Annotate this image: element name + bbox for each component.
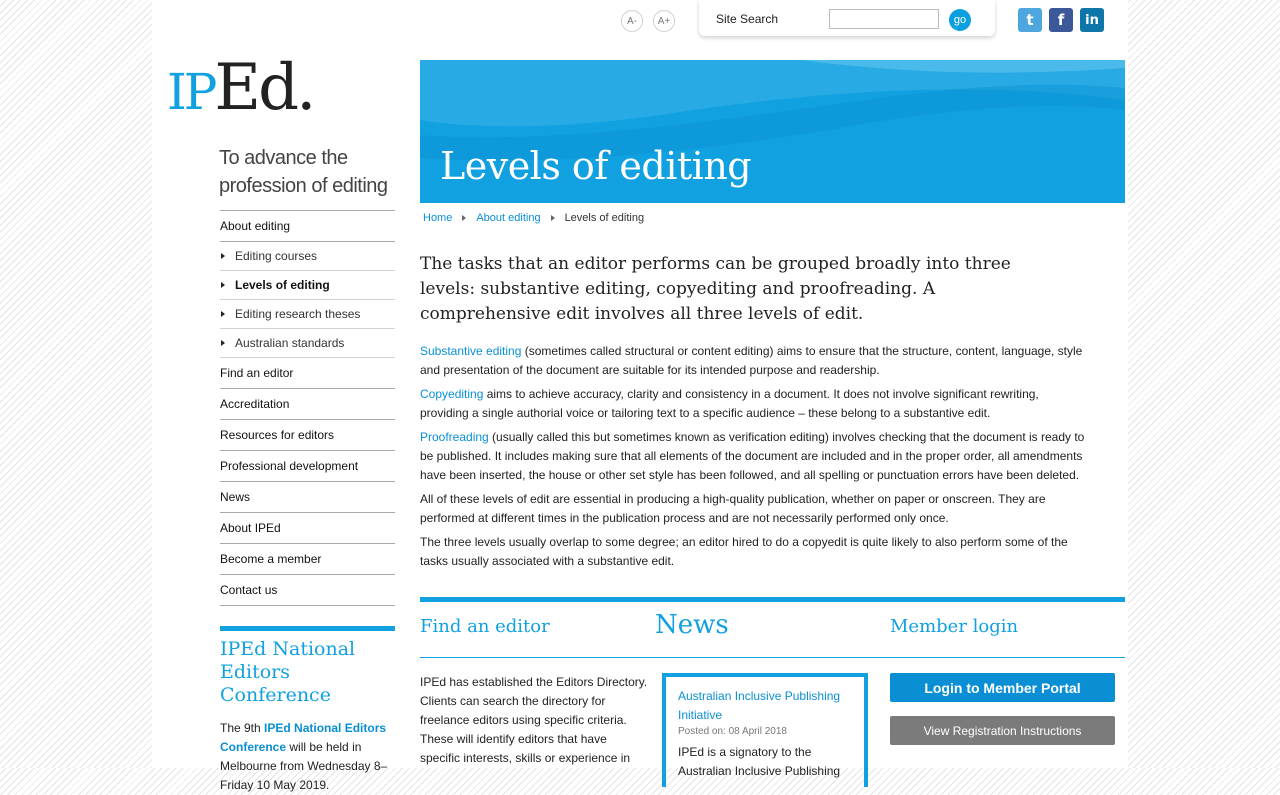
bottom-divider	[420, 657, 1125, 658]
tagline: To advance the profession of editing	[219, 147, 388, 197]
search-input[interactable]	[829, 9, 939, 29]
sidebar-item-professional-development[interactable]: Professional development	[220, 451, 395, 482]
sidebar-item-find-an-editor[interactable]: Find an editor	[220, 358, 395, 389]
sidebar-nav	[220, 210, 395, 606]
paragraph-text: aims to achieve accuracy, clarity and consistency in a document. It does not involve significant rewriting, providing a single authorial voice or tailoring text to a specific audience – these belong to a substantive edit.	[420, 387, 1039, 420]
intro-text: The tasks that an editor performs can be grouped broadly into three levels: substantive editing, copyediting and proofreading. A comprehensive edit involves all three levels of edit.	[420, 254, 1011, 324]
conference-text-before: The 9th	[220, 721, 265, 735]
twitter-glyph: t	[1026, 11, 1034, 29]
facebook-glyph: f	[1057, 11, 1065, 29]
search-go-button[interactable]: go	[949, 9, 971, 31]
bottom-section-bar	[420, 597, 1125, 602]
breadcrumb	[423, 212, 644, 224]
conference-link[interactable]: IPEd National Editors Conference	[220, 721, 387, 754]
conference-text	[220, 719, 395, 795]
news-item-date: Posted on: 08 April 2018	[678, 726, 787, 737]
paragraph-text: (sometimes called structural or content editing) aims to ensure that the structure, content, language, style and presentation of the document are suitable for its intended purpose and readership.	[420, 344, 1083, 377]
news-item-body: IPEd is a signatory to the Australian Inclusive Publishing	[678, 745, 841, 778]
page-banner	[420, 60, 1125, 203]
paragraph-proofreading	[420, 428, 1090, 485]
linkedin-glyph: in	[1085, 12, 1099, 28]
sidebar-item-about-editing[interactable]: About editing	[220, 211, 395, 242]
substantive-editing-link[interactable]: Substantive editing	[420, 344, 522, 358]
find-editor-text: IPEd has established the Editors Directory. Clients can search the directory for freelance editors using specific criteria. These will identify editors that have specific interests, skills or experience in	[420, 675, 648, 765]
sidebar-item-editing-courses[interactable]: Editing courses	[220, 242, 395, 271]
news-heading[interactable]: News	[655, 610, 729, 640]
iped-logo[interactable]	[167, 51, 314, 125]
sidebar-item-accreditation[interactable]: Accreditation	[220, 389, 395, 420]
sidebar-item-editing-research-theses[interactable]: Editing research theses	[220, 300, 395, 329]
logo-ip: IP	[167, 63, 215, 121]
registration-instructions-button[interactable]: View Registration Instructions	[890, 716, 1115, 745]
font-increase-button[interactable]: A+	[653, 10, 675, 32]
breadcrumb-current: Levels of editing	[564, 212, 645, 224]
news-item-title[interactable]: Australian Inclusive Publishing Initiative	[678, 689, 841, 722]
member-login-heading: Member login	[890, 616, 1019, 637]
twitter-icon[interactable]	[1018, 8, 1042, 32]
font-decrease-button[interactable]: A-	[621, 10, 643, 32]
paragraph-levels: All of these levels of edit are essential in producing a high-quality publication, whether on paper or onscreen. They are performed at different times in the publication process and are not necessarily performed only once.	[420, 492, 1046, 525]
logo-ed: Ed.	[214, 51, 314, 125]
sidebar-item-resources-for-editors[interactable]: Resources for editors	[220, 420, 395, 451]
breadcrumb-arrow-icon	[462, 215, 466, 221]
member-portal-login-button[interactable]: Login to Member Portal	[890, 673, 1115, 702]
copyediting-link[interactable]: Copyediting	[420, 387, 484, 401]
paragraph-copyediting	[420, 385, 1090, 423]
breadcrumb-home[interactable]: Home	[423, 212, 453, 224]
sidebar-item-australian-standards[interactable]: Australian standards	[220, 329, 395, 358]
find-editor-heading[interactable]: Find an editor	[420, 616, 550, 637]
news-item	[662, 673, 868, 787]
breadcrumb-arrow-icon	[551, 215, 555, 221]
paragraph-substantive	[420, 342, 1090, 380]
search-label: Site Search	[716, 12, 779, 26]
site-search	[699, 0, 995, 36]
proofreading-link[interactable]: Proofreading	[420, 430, 489, 444]
breadcrumb-about-editing[interactable]: About editing	[476, 212, 541, 224]
sidebar-item-news[interactable]: News	[220, 482, 395, 513]
page-title: Levels of editing	[440, 144, 752, 188]
page-container	[152, 0, 1128, 792]
conference-box	[220, 626, 395, 795]
conference-text-after: will be held in Melbourne from Wednesday 8–Friday 10 May 2019.	[220, 740, 388, 792]
sidebar-item-contact-us[interactable]: Contact us	[220, 575, 395, 606]
paragraph-text: (usually called this but sometimes known as verification editing) involves checking that the document is ready to be published. It includes making sure that all elements of the document are included and in the proper order, all amendments have been inserted, the house or other set style has been followed, and all spelling or punctuation errors have been deleted.	[420, 430, 1085, 482]
body-text	[420, 342, 1090, 576]
paragraph-overlap: The three levels usually overlap to some degree; an editor hired to do a copyedit is quite likely to also perform some of the tasks usually associated with a substantive edit.	[420, 535, 1068, 568]
linkedin-icon[interactable]	[1080, 8, 1104, 32]
conference-title: IPEd National Editors Conference	[220, 638, 356, 706]
sidebar-item-levels-of-editing[interactable]: Levels of editing	[220, 271, 395, 300]
facebook-icon[interactable]	[1049, 8, 1073, 32]
sidebar-item-become-a-member[interactable]: Become a member	[220, 544, 395, 575]
sidebar-item-about-iped[interactable]: About IPEd	[220, 513, 395, 544]
